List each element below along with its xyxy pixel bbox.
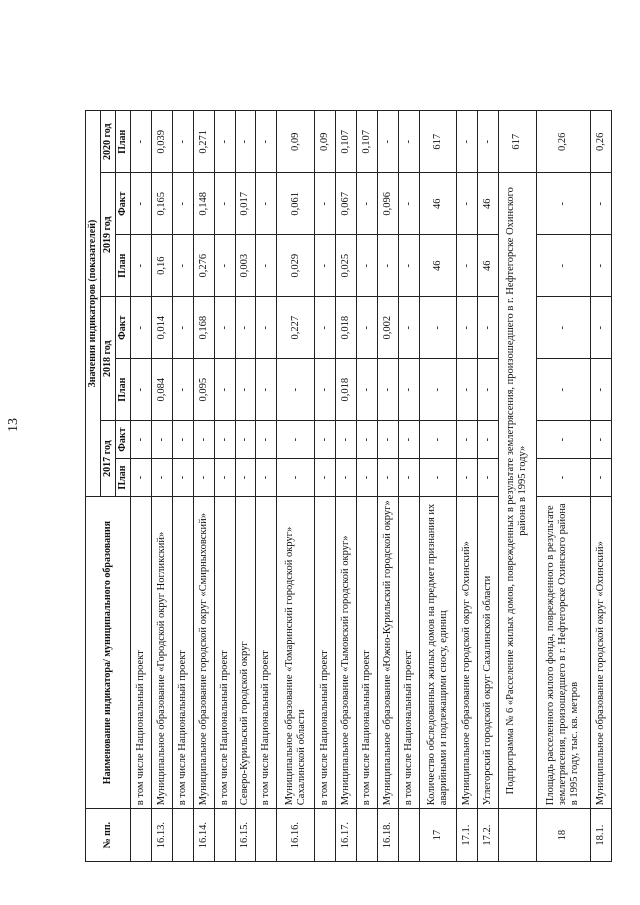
- value-cell: 0,003: [235, 235, 256, 297]
- value-cell: -: [256, 297, 277, 359]
- subprogram-row: [498, 48, 536, 862]
- value-cell: -: [356, 173, 377, 235]
- row-name: в том числе Национальный проект: [398, 496, 419, 808]
- subprogram-title: Подпрограмма № 6 «Расселение жилых домов, поврежденных в результате землетрясения, произошедшего в г. Нефтегорске Охинского района в 1995 году»: [498, 173, 536, 809]
- value-cell: -: [256, 173, 277, 235]
- value-cell: -: [314, 459, 335, 497]
- value-cell: -: [151, 421, 172, 459]
- row-number: 17: [419, 809, 457, 862]
- value-cell: 46: [419, 173, 457, 235]
- value-cell: -: [256, 235, 277, 297]
- value-cell: -: [277, 359, 315, 421]
- value-cell: 0,09: [277, 111, 315, 173]
- header-fact-2017: Факт: [116, 421, 131, 459]
- value-cell: 0,025: [335, 235, 356, 297]
- row-name: Муниципальное образование «Тымовский городской округ»: [335, 496, 356, 808]
- value-cell: -: [214, 421, 235, 459]
- row-number: [214, 809, 235, 862]
- value-cell: -: [356, 359, 377, 421]
- row-name: Муниципальное образование «Городской округ Ногликский»: [151, 496, 172, 808]
- value-cell: 0,148: [193, 173, 214, 235]
- header-plan-2018: План: [116, 359, 131, 421]
- value-cell: 0,061: [277, 173, 315, 235]
- header-num: № пп.: [86, 809, 131, 862]
- table-row: [590, 48, 611, 862]
- table-row: [235, 48, 256, 862]
- row-name: в том числе Национальный проект: [214, 496, 235, 808]
- table-row: [314, 48, 335, 862]
- value-cell: -: [457, 421, 478, 459]
- row-number: 17.2.: [478, 809, 499, 862]
- value-cell: 0,227: [277, 297, 315, 359]
- row-number: 16.16.: [277, 809, 315, 862]
- value-cell: -: [214, 459, 235, 497]
- value-cell: -: [214, 235, 235, 297]
- row-number: [356, 809, 377, 862]
- value-cell: -: [314, 297, 335, 359]
- table-row: [172, 48, 193, 862]
- header-year-2020: 2020 год: [101, 111, 116, 173]
- row-name: в том числе Национальный проект: [314, 496, 335, 808]
- row-name: Площадь расселенного жилого фонда, поврежденного в результате землетрясения, произошедшего в г. Нефтегорске Охинского района в 1995 году, тыс. кв. метров: [536, 496, 590, 808]
- value-cell: -: [235, 297, 256, 359]
- value-cell: -: [193, 459, 214, 497]
- value-cell: -: [335, 459, 356, 497]
- row-name: Муниципальное образование «Томаринский городской округ» Сахалинской области: [277, 496, 315, 808]
- header-plan-2019: План: [116, 235, 131, 297]
- value-cell: -: [235, 459, 256, 497]
- value-cell: -: [590, 421, 611, 459]
- row-number: 16.18.: [377, 809, 398, 862]
- value-cell: -: [314, 173, 335, 235]
- value-cell: 0,039: [151, 111, 172, 173]
- table-row: [356, 48, 377, 862]
- value-cell: -: [235, 359, 256, 421]
- value-cell: -: [256, 421, 277, 459]
- row-number: [398, 809, 419, 862]
- value-cell: -: [536, 173, 590, 235]
- value-cell: -: [536, 359, 590, 421]
- value-cell: -: [478, 459, 499, 497]
- value-cell: -: [536, 297, 590, 359]
- table-row: [536, 48, 590, 862]
- value-cell: 0,014: [151, 297, 172, 359]
- row-number: 18.1.: [590, 809, 611, 862]
- value-cell: -: [256, 111, 277, 173]
- row-name: в том числе Национальный проект: [131, 496, 152, 808]
- value-cell: 0,168: [193, 297, 214, 359]
- value-cell: -: [377, 111, 398, 173]
- value-cell: -: [214, 297, 235, 359]
- value-cell: -: [478, 421, 499, 459]
- table-row: [335, 48, 356, 862]
- value-cell: -: [377, 235, 398, 297]
- value-cell: -: [256, 459, 277, 497]
- value-cell: -: [419, 297, 457, 359]
- value-cell: -: [536, 235, 590, 297]
- value-cell: 46: [478, 235, 499, 297]
- value-cell: 0,276: [193, 235, 214, 297]
- value-cell: -: [457, 459, 478, 497]
- row-number: [172, 809, 193, 862]
- row-name: Муниципальное образование городской округ «Охинский»: [457, 496, 478, 808]
- value-cell: -: [277, 459, 315, 497]
- value-cell: -: [398, 297, 419, 359]
- row-name: Муниципальное образование городской округ «Охинский»: [590, 496, 611, 808]
- table-row: [478, 48, 499, 862]
- table-row: [131, 48, 152, 862]
- table-row: [256, 48, 277, 862]
- value-cell: -: [457, 359, 478, 421]
- value-cell: -: [377, 359, 398, 421]
- value-cell: -: [377, 459, 398, 497]
- row-number: 16.15.: [235, 809, 256, 862]
- value-cell: -: [356, 421, 377, 459]
- header-group: Значения индикаторов (показателей): [86, 111, 101, 497]
- row-number: 16.14.: [193, 809, 214, 862]
- value-cell: -: [398, 173, 419, 235]
- row-name: в том числе Национальный проект: [356, 496, 377, 808]
- value-cell: -: [590, 235, 611, 297]
- value-cell: -: [214, 111, 235, 173]
- value-cell: -: [172, 421, 193, 459]
- header-fact-2018: Факт: [116, 297, 131, 359]
- indicators-table: [85, 47, 612, 862]
- rotated-table-container: [85, 47, 612, 862]
- value-cell: 0,029: [277, 235, 315, 297]
- header-name: Наименование индикатора/ муниципального образования: [86, 496, 131, 808]
- header-plan-2020: План: [116, 111, 131, 173]
- value-cell: -: [457, 297, 478, 359]
- value-cell: -: [214, 359, 235, 421]
- value-cell: -: [398, 111, 419, 173]
- row-name: Углегорский городской округ Сахалинской области: [478, 496, 499, 808]
- value-cell: 0,09: [314, 111, 335, 173]
- value-cell: -: [172, 111, 193, 173]
- row-number: 16.13.: [151, 809, 172, 862]
- row-number: 18: [536, 809, 590, 862]
- value-cell: -: [314, 421, 335, 459]
- value-cell: 0,107: [356, 111, 377, 173]
- value-cell: 0,165: [151, 173, 172, 235]
- value-cell: -: [398, 359, 419, 421]
- row-number: 17.1.: [457, 809, 478, 862]
- row-name: в том числе Национальный проект: [256, 496, 277, 808]
- value-cell: -: [131, 459, 152, 497]
- value-cell: -: [590, 359, 611, 421]
- table-row: [419, 48, 457, 862]
- value-cell: -: [398, 421, 419, 459]
- value-cell: -: [172, 235, 193, 297]
- value-cell: 0,26: [536, 111, 590, 173]
- value-cell: -: [356, 235, 377, 297]
- value-cell: -: [172, 359, 193, 421]
- value-cell: -: [398, 235, 419, 297]
- value-cell: 0,002: [377, 297, 398, 359]
- header-year-2019: 2019 год: [101, 173, 116, 297]
- row-number: 16.17.: [335, 809, 356, 862]
- value-cell: -: [131, 297, 152, 359]
- value-cell: 46: [478, 173, 499, 235]
- table-row: [151, 48, 172, 862]
- table-row: [398, 48, 419, 862]
- value-cell: -: [172, 459, 193, 497]
- value-cell: 0,096: [377, 173, 398, 235]
- header-year-2017: 2017 год: [101, 421, 116, 497]
- value-cell: 0,067: [335, 173, 356, 235]
- value-cell: -: [131, 111, 152, 173]
- value-cell: -: [419, 359, 457, 421]
- value-cell: -: [457, 235, 478, 297]
- value-cell: -: [377, 421, 398, 459]
- value-cell: -: [277, 421, 315, 459]
- value-cell: -: [131, 421, 152, 459]
- value-cell: -: [356, 297, 377, 359]
- value-cell: -: [235, 111, 256, 173]
- value-cell: 617: [498, 111, 536, 173]
- row-name: Северо-Курильский городской округ: [235, 496, 256, 808]
- table-row: [457, 48, 478, 862]
- row-name: в том числе Национальный проект: [172, 496, 193, 808]
- value-cell: -: [590, 459, 611, 497]
- value-cell: -: [590, 173, 611, 235]
- value-cell: -: [256, 359, 277, 421]
- value-cell: -: [235, 421, 256, 459]
- value-cell: 0,095: [193, 359, 214, 421]
- value-cell: -: [151, 459, 172, 497]
- value-cell: -: [398, 459, 419, 497]
- value-cell: -: [314, 359, 335, 421]
- page-number: 13: [6, 418, 21, 432]
- row-number: [256, 809, 277, 862]
- row-number: [498, 809, 536, 862]
- value-cell: -: [172, 297, 193, 359]
- value-cell: 0,26: [590, 111, 611, 173]
- value-cell: -: [314, 235, 335, 297]
- header-fact-2019: Факт: [116, 173, 131, 235]
- value-cell: -: [590, 297, 611, 359]
- table-row: [193, 48, 214, 862]
- row-name: Муниципальное образование городской округ «Смирныховский»: [193, 496, 214, 808]
- row-number: [314, 809, 335, 862]
- value-cell: -: [536, 421, 590, 459]
- value-cell: -: [335, 421, 356, 459]
- value-cell: 0,16: [151, 235, 172, 297]
- value-cell: -: [536, 459, 590, 497]
- value-cell: -: [478, 297, 499, 359]
- value-cell: -: [457, 111, 478, 173]
- value-cell: -: [193, 421, 214, 459]
- value-cell: 0,017: [235, 173, 256, 235]
- value-cell: -: [478, 359, 499, 421]
- row-number: [131, 809, 152, 862]
- value-cell: 617: [419, 111, 457, 173]
- row-name: Муниципальное образование «Южно-Курильский городской округ»: [377, 496, 398, 808]
- value-cell: -: [172, 173, 193, 235]
- table-row: [277, 48, 315, 862]
- header-plan-2017: План: [116, 459, 131, 497]
- value-cell: -: [214, 173, 235, 235]
- value-cell: -: [478, 111, 499, 173]
- header-year-2018: 2018 год: [101, 297, 116, 421]
- value-cell: 0,271: [193, 111, 214, 173]
- value-cell: -: [419, 459, 457, 497]
- table-row: [214, 48, 235, 862]
- table-row: [377, 48, 398, 862]
- value-cell: 0,084: [151, 359, 172, 421]
- value-cell: -: [131, 235, 152, 297]
- value-cell: -: [356, 459, 377, 497]
- value-cell: -: [131, 173, 152, 235]
- value-cell: -: [419, 421, 457, 459]
- value-cell: 0,018: [335, 359, 356, 421]
- value-cell: 0,018: [335, 297, 356, 359]
- value-cell: 46: [419, 235, 457, 297]
- value-cell: -: [131, 359, 152, 421]
- value-cell: 0,107: [335, 111, 356, 173]
- row-name: Количество обследованных жилых домов на предмет признания их аварийными и подлежащими сносу, единиц: [419, 496, 457, 808]
- value-cell: -: [457, 173, 478, 235]
